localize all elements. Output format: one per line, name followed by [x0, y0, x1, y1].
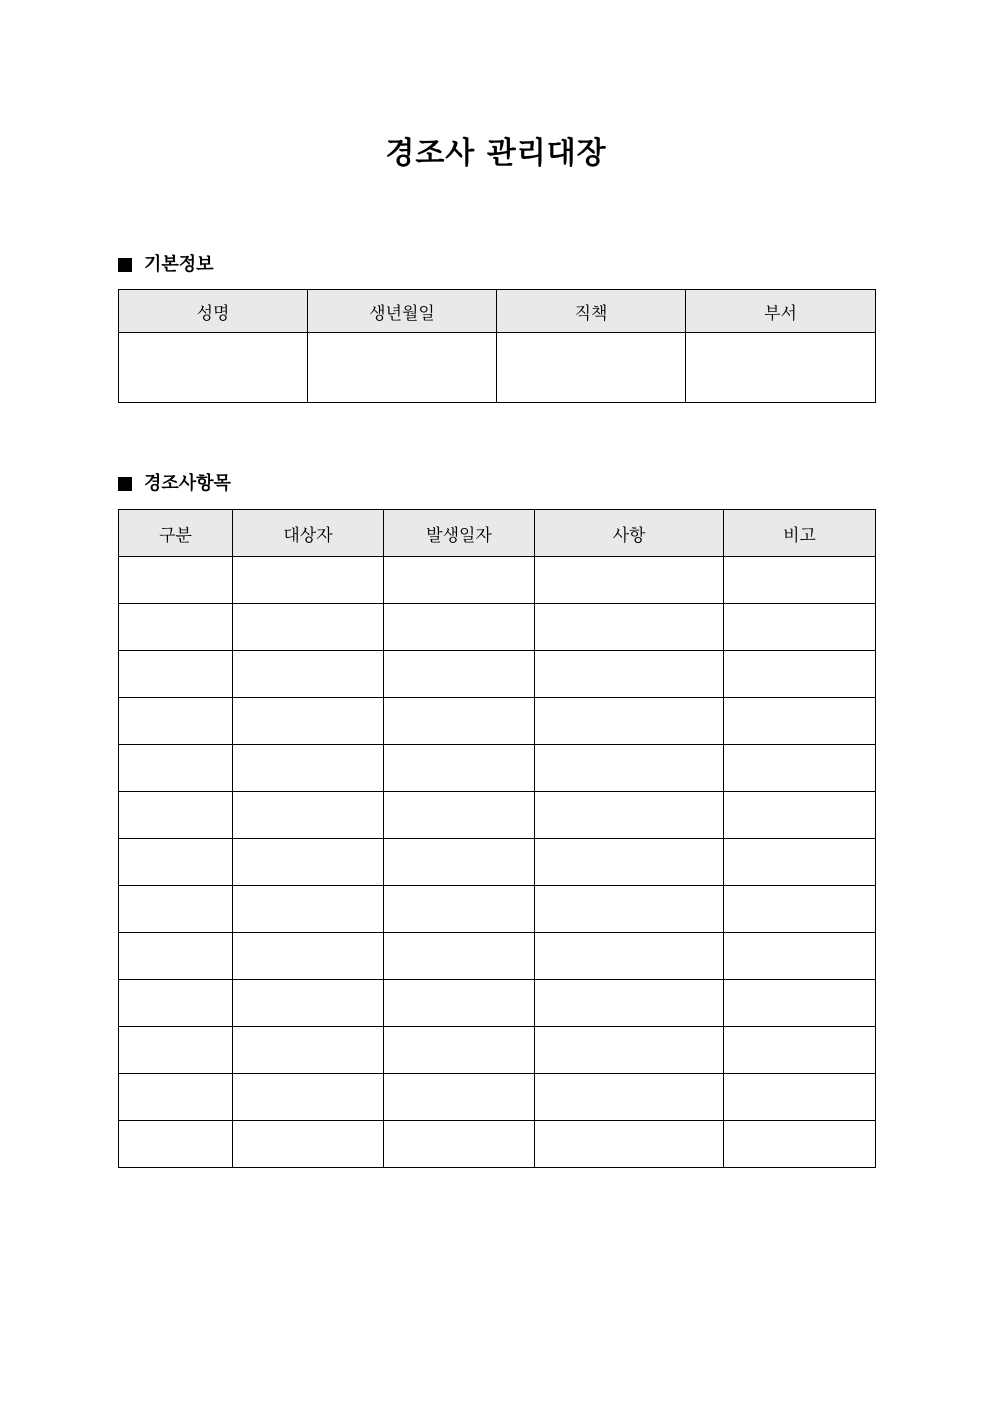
cell-remarks[interactable] — [724, 698, 876, 745]
cell-subject[interactable] — [233, 792, 384, 839]
cell-details[interactable] — [535, 980, 724, 1027]
cell-subject[interactable] — [233, 933, 384, 980]
cell-remarks[interactable] — [724, 792, 876, 839]
cell-subject[interactable] — [233, 557, 384, 604]
cell-details[interactable] — [535, 698, 724, 745]
section-heading-basic-info — [118, 253, 214, 277]
column-header-department: 부서 — [686, 290, 876, 333]
cell-date[interactable] — [384, 839, 535, 886]
cell-date[interactable] — [384, 1121, 535, 1168]
cell-remarks[interactable] — [724, 1027, 876, 1074]
cell-details[interactable] — [535, 839, 724, 886]
cell-remarks[interactable] — [724, 886, 876, 933]
cell-subject[interactable] — [233, 698, 384, 745]
cell-category[interactable] — [119, 792, 233, 839]
cell-remarks[interactable] — [724, 839, 876, 886]
table-row — [119, 1121, 876, 1168]
cell-remarks[interactable] — [724, 1121, 876, 1168]
table-row — [119, 651, 876, 698]
column-header-name: 성명 — [119, 290, 308, 333]
cell-date[interactable] — [384, 933, 535, 980]
table-row — [119, 980, 876, 1027]
table-row — [119, 1074, 876, 1121]
square-bullet-icon — [118, 258, 132, 272]
column-header-subject: 대상자 — [233, 510, 384, 557]
cell-details[interactable] — [535, 1121, 724, 1168]
cell-details[interactable] — [535, 1027, 724, 1074]
table-row — [119, 333, 876, 403]
table-header-row — [119, 510, 876, 557]
cell-subject[interactable] — [233, 745, 384, 792]
cell-category[interactable] — [119, 1121, 233, 1168]
cell-date[interactable] — [384, 980, 535, 1027]
column-header-category: 구분 — [119, 510, 233, 557]
cell-category[interactable] — [119, 557, 233, 604]
cell-category[interactable] — [119, 745, 233, 792]
cell-category[interactable] — [119, 886, 233, 933]
table-row — [119, 886, 876, 933]
cell-position[interactable] — [497, 333, 686, 403]
cell-remarks[interactable] — [724, 557, 876, 604]
cell-category[interactable] — [119, 933, 233, 980]
column-header-details: 사항 — [535, 510, 724, 557]
table-row — [119, 698, 876, 745]
cell-details[interactable] — [535, 557, 724, 604]
cell-category[interactable] — [119, 1074, 233, 1121]
section-heading-label: 경조사항목 — [144, 473, 231, 494]
table-header-row — [119, 290, 876, 333]
cell-category[interactable] — [119, 1027, 233, 1074]
cell-department[interactable] — [686, 333, 876, 403]
cell-subject[interactable] — [233, 839, 384, 886]
table-row — [119, 557, 876, 604]
cell-subject[interactable] — [233, 651, 384, 698]
cell-details[interactable] — [535, 604, 724, 651]
cell-subject[interactable] — [233, 1027, 384, 1074]
cell-category[interactable] — [119, 839, 233, 886]
table-row — [119, 792, 876, 839]
cell-remarks[interactable] — [724, 1074, 876, 1121]
cell-remarks[interactable] — [724, 604, 876, 651]
table-row — [119, 839, 876, 886]
cell-category[interactable] — [119, 604, 233, 651]
cell-details[interactable] — [535, 1074, 724, 1121]
cell-date[interactable] — [384, 698, 535, 745]
cell-remarks[interactable] — [724, 745, 876, 792]
cell-details[interactable] — [535, 792, 724, 839]
cell-date[interactable] — [384, 886, 535, 933]
events-table — [118, 509, 876, 1168]
section-heading-events — [118, 472, 231, 496]
table-row — [119, 933, 876, 980]
cell-date[interactable] — [384, 557, 535, 604]
cell-subject[interactable] — [233, 980, 384, 1027]
table-row — [119, 604, 876, 651]
column-header-position: 직책 — [497, 290, 686, 333]
square-bullet-icon — [118, 477, 132, 491]
cell-category[interactable] — [119, 651, 233, 698]
table-row — [119, 1027, 876, 1074]
cell-details[interactable] — [535, 745, 724, 792]
cell-remarks[interactable] — [724, 980, 876, 1027]
cell-date[interactable] — [384, 1074, 535, 1121]
cell-subject[interactable] — [233, 1121, 384, 1168]
cell-date[interactable] — [384, 651, 535, 698]
cell-remarks[interactable] — [724, 651, 876, 698]
cell-details[interactable] — [535, 651, 724, 698]
cell-category[interactable] — [119, 698, 233, 745]
cell-name[interactable] — [119, 333, 308, 403]
cell-date[interactable] — [384, 745, 535, 792]
cell-date[interactable] — [384, 604, 535, 651]
cell-category[interactable] — [119, 980, 233, 1027]
cell-remarks[interactable] — [724, 933, 876, 980]
cell-details[interactable] — [535, 933, 724, 980]
cell-date[interactable] — [384, 792, 535, 839]
cell-date[interactable] — [384, 1027, 535, 1074]
section-heading-label: 기본정보 — [144, 254, 214, 275]
cell-subject[interactable] — [233, 886, 384, 933]
column-header-date: 발생일자 — [384, 510, 535, 557]
column-header-birthdate: 생년월일 — [308, 290, 497, 333]
column-header-remarks: 비고 — [724, 510, 876, 557]
cell-birthdate[interactable] — [308, 333, 497, 403]
cell-subject[interactable] — [233, 604, 384, 651]
basic-info-table — [118, 289, 876, 403]
page-title: 경조사 관리대장 — [385, 136, 607, 171]
cell-subject[interactable] — [233, 1074, 384, 1121]
cell-details[interactable] — [535, 886, 724, 933]
table-row — [119, 745, 876, 792]
